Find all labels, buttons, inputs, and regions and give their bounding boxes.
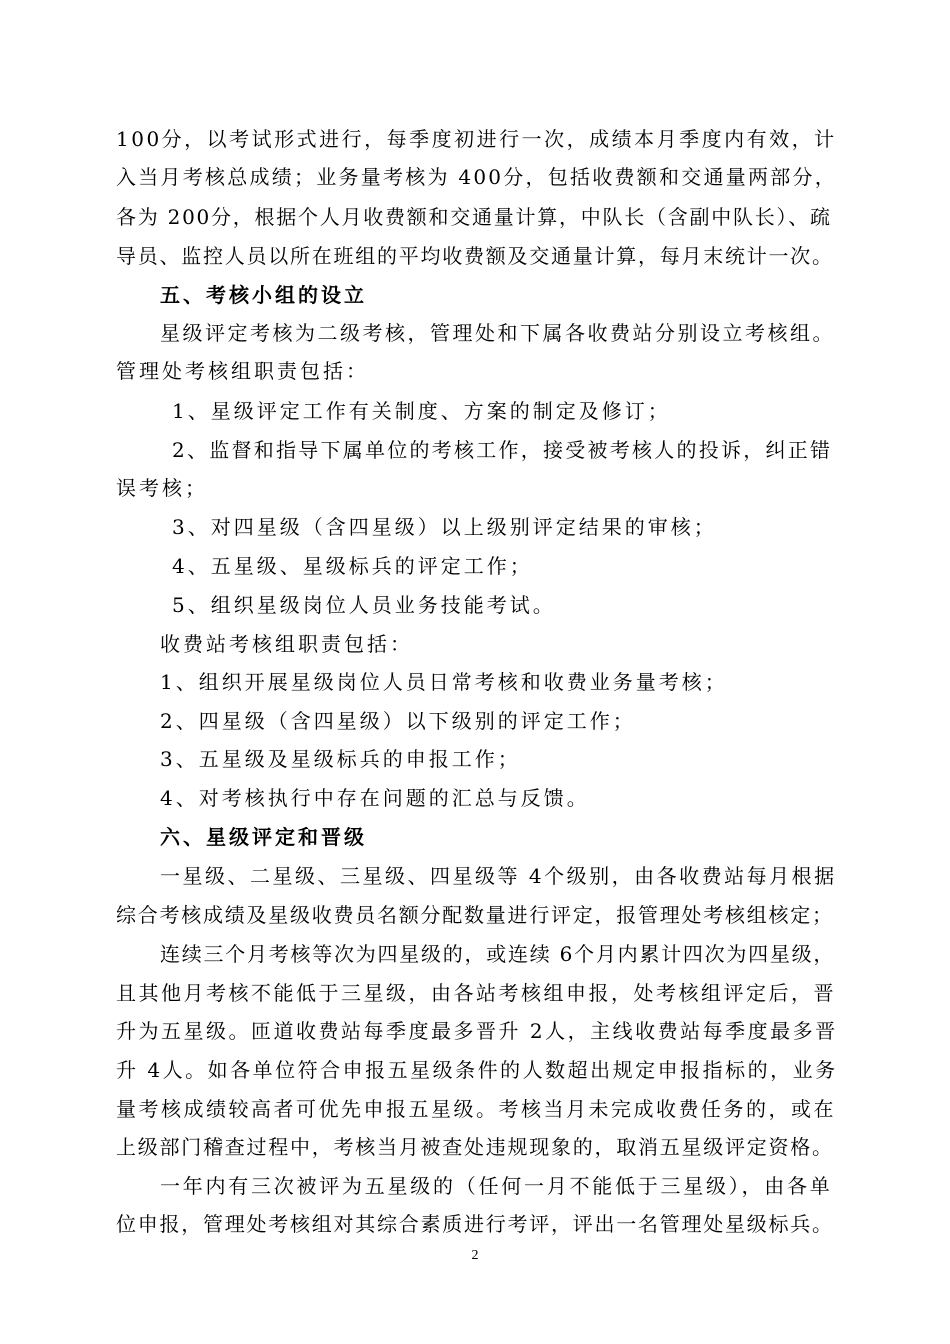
section6-p3-line2: 位申报，管理处考核组对其综合素质进行考评，评出一名管理处星级标兵。: [116, 1212, 834, 1236]
section6-heading: 六、星级评定和晋级: [160, 825, 367, 849]
para1-line3: 各为 200分，根据个人月收费额和交通量计算，中队长（含副中队长）、疏: [116, 205, 832, 229]
station-item-1: 1、组织开展星级岗位人员日常考核和收费业务量考核；: [160, 670, 728, 694]
section5-item-2-cont: 误考核；: [116, 476, 208, 500]
section6-p2-line6: 上级部门稽查过程中，考核当月被查处违规现象的，取消五星级评定资格。: [116, 1135, 834, 1159]
para1-line1: 100分，以考试形式进行，每季度初进行一次，成绩本月季度内有效，计: [116, 127, 837, 151]
section6-p2-line5: 量考核成绩较高者可优先申报五星级。考核当月未完成收费任务的，或在: [116, 1097, 836, 1121]
section5-heading: 五、考核小组的设立: [160, 283, 367, 307]
section5-item-4: 4、五星级、星级标兵的评定工作；: [172, 554, 533, 578]
station-intro: 收费站考核组职责包括：: [160, 632, 413, 656]
section6-p2-line3: 升为五星级。匝道收费站每季度最多晋升 2人，主线收费站每季度最多晋: [116, 1019, 838, 1043]
section6-p2-line2: 且其他月考核不能低于三星级，由各站考核组申报，处考核组评定后，晋: [116, 981, 836, 1005]
section5-item-3: 3、对四星级（含四星级）以上级别评定结果的审核；: [172, 515, 717, 539]
station-item-3: 3、五星级及星级标兵的申报工作；: [160, 747, 521, 771]
station-item-4: 4、对考核执行中存在问题的汇总与反馈。: [160, 786, 590, 810]
section6-p2-line4: 升 4人。如各单位符合申报五星级条件的人数超出规定申报指标的，业务: [116, 1058, 838, 1082]
section5-intro-line1: 星级评定考核为二级考核，管理处和下属各收费站分别设立考核组。: [160, 321, 835, 345]
section5-item-1: 1、星级评定工作有关制度、方案的制定及修订；: [172, 399, 671, 423]
station-item-2: 2、四星级（含四星级）以下级别的评定工作；: [160, 709, 636, 733]
para1-line2: 入当月考核总成绩；业务量考核为 400分，包括收费额和交通量两部分，: [116, 165, 838, 189]
section6-p3-line1: 一年内有三次被评为五星级的（任何一月不能低于三星级），由各单: [160, 1174, 833, 1198]
section6-p2-line1: 连续三个月考核等次为四星级的，或连续 6个月内累计四次为四星级，: [160, 942, 836, 966]
section5-intro-line2: 管理处考核组职责包括：: [116, 359, 369, 383]
para1-line4: 导员、监控人员以所在班组的平均收费额及交通量计算，每月末统计一次。: [116, 244, 834, 268]
page-number: 2: [471, 1248, 479, 1263]
section5-item-5: 5、组织星级岗位人员业务技能考试。: [172, 593, 556, 617]
section6-p1-line1: 一星级、二星级、三星级、四星级等 4个级别，由各收费站每月根据: [160, 864, 837, 888]
section6-p1-line2: 综合考核成绩及星级收费员名额分配数量进行评定，报管理处考核组核定；: [116, 903, 834, 927]
section5-item-2: 2、监督和指导下属单位的考核工作，接受被考核人的投诉，纠正错: [172, 438, 833, 462]
